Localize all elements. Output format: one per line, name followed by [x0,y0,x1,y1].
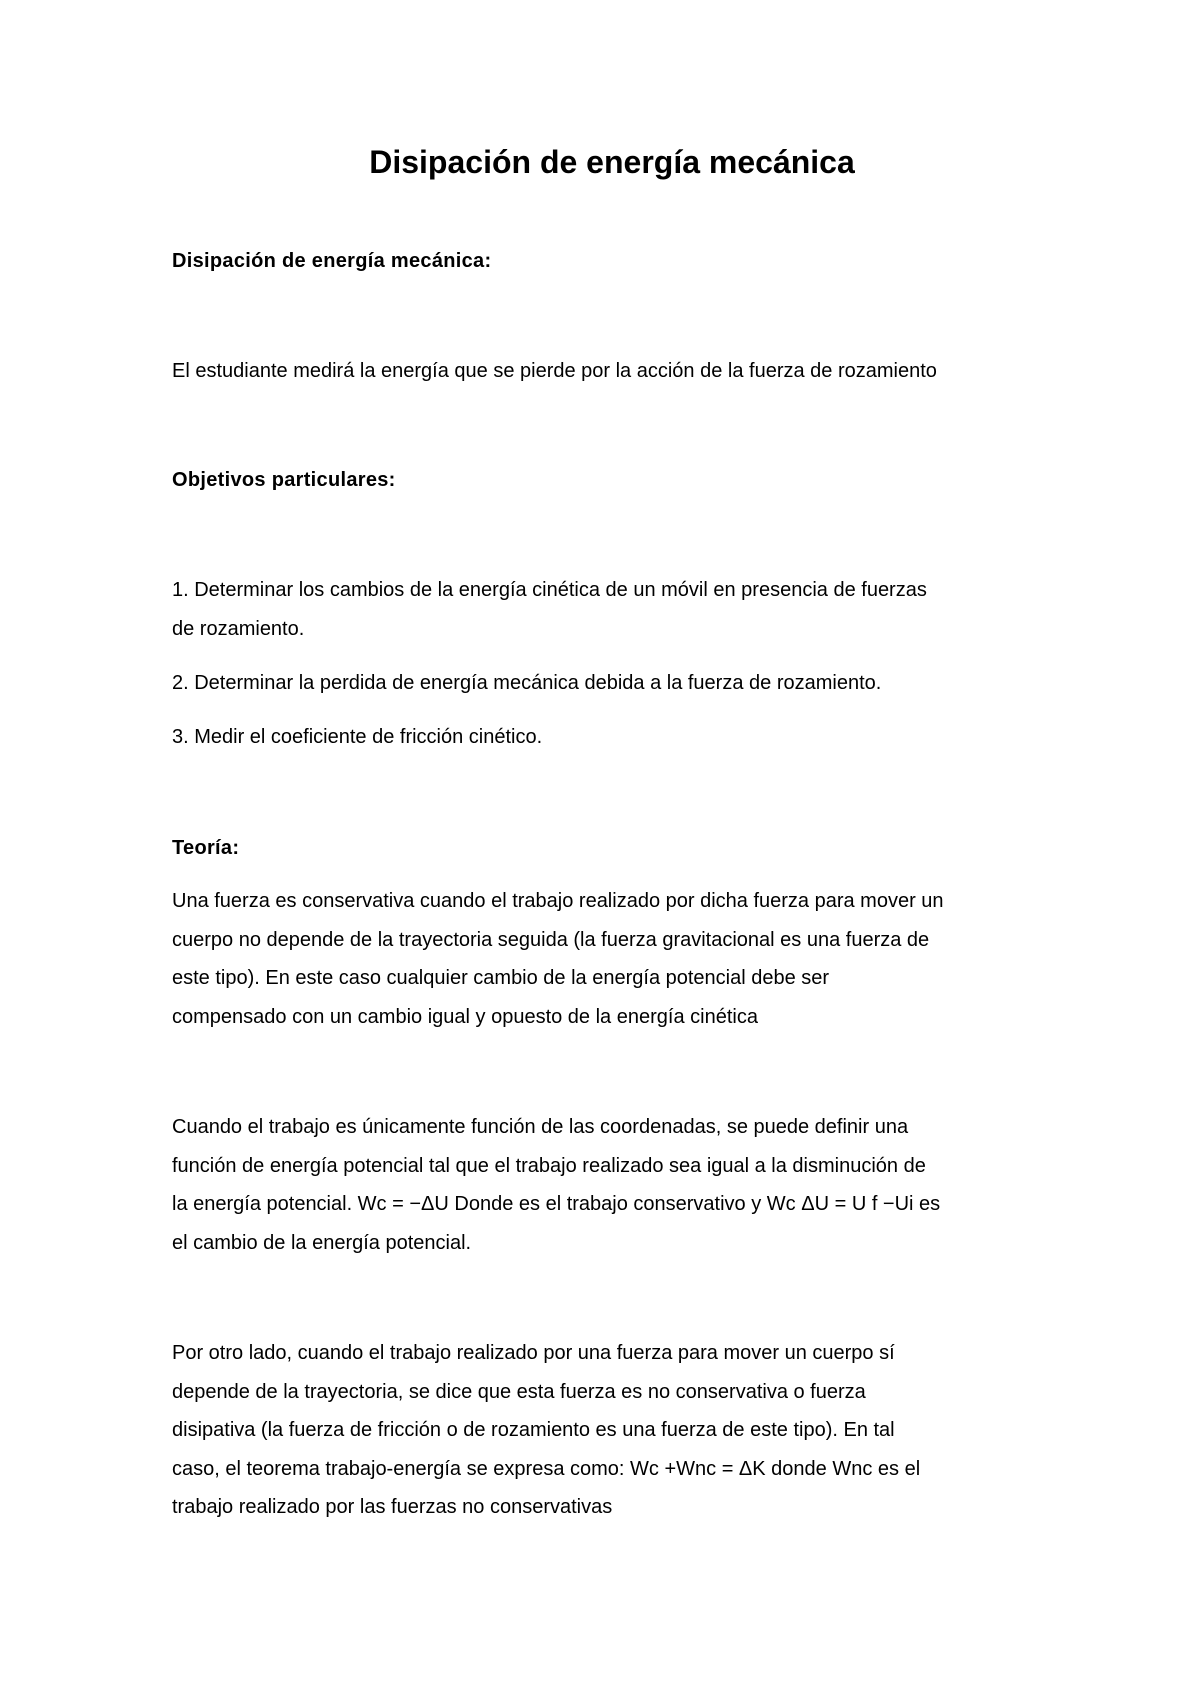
theory-line: Por otro lado, cuando el trabajo realizado por una fuerza para mover un cuerpo sí [172,1342,895,1364]
theory-heading: Teoría: [172,837,240,859]
theory-line: este tipo). En este caso cualquier cambio de la energía potencial debe ser [172,967,830,989]
theory-paragraph-2 [172,1108,1052,1262]
objective-line: 3. Medir el coeficiente de fricción cinético. [172,726,543,748]
objective-item-3 [172,718,1052,757]
section-heading: Disipación de energía mecánica: [172,250,492,272]
theory-line: Una fuerza es conservativa cuando el trabajo realizado por dicha fuerza para mover un [172,890,944,912]
theory-line: compensado con un cambio igual y opuesto de la energía cinética [172,1005,758,1028]
theory-paragraph-1 [172,882,1052,1036]
theory-line: Cuando el trabajo es únicamente función de las coordenadas, se puede definir una [172,1116,909,1138]
document-title: Disipación de energía mecánica [369,144,855,180]
theory-line: caso, el teorema trabajo-energía se expresa como: Wc +Wnc = ΔK donde Wnc es el [172,1457,921,1480]
theory-line: cuerpo no depende de la trayectoria seguida (la fuerza gravitacional es una fuerza de [172,928,930,951]
objective-line: 1. Determinar los cambios de la energía cinética de un móvil en presencia de fuerzas [172,579,927,601]
theory-line: trabajo realizado por las fuerzas no conservativas [172,1496,613,1518]
objective-line: 2. Determinar la perdida de energía mecánica debida a la fuerza de rozamiento. [172,672,882,694]
objective-item-1 [172,571,1052,648]
theory-line: el cambio de la energía potencial. [172,1231,472,1254]
document-page [172,0,1052,1698]
intro-paragraph: El estudiante medirá la energía que se pierde por la acción de la fuerza de rozamiento [172,360,937,382]
theory-line: depende de la trayectoria, se dice que esta fuerza es no conservativa o fuerza [172,1380,866,1403]
theory-paragraph-3 [172,1334,1052,1527]
objective-line: de rozamiento. [172,617,305,640]
theory-line: función de energía potencial tal que el trabajo realizado sea igual a la disminución de [172,1154,926,1177]
theory-line: la energía potencial. Wc = −ΔU Donde es el trabajo conservativo y Wc ΔU = U f −Ui es [172,1193,941,1215]
objectives-heading: Objetivos particulares: [172,469,396,491]
theory-line: disipativa (la fuerza de fricción o de rozamiento es una fuerza de este tipo). En tal [172,1419,895,1441]
objective-item-2 [172,664,1052,703]
